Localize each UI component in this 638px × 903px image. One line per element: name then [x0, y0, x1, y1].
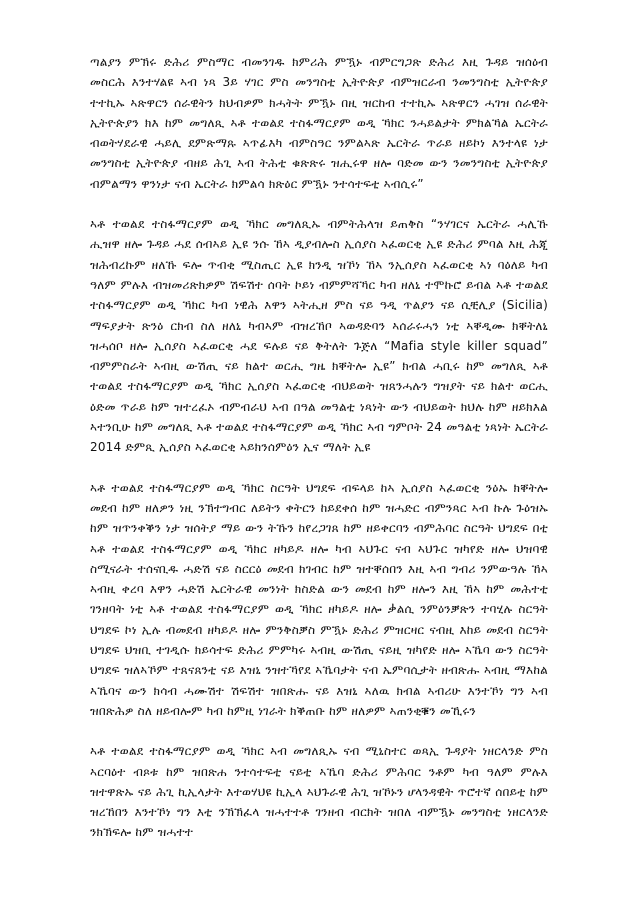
- paragraph-4: ኣቶ ተወልደ ተስፋማርያም ወዲ ኻክር ኣብ መግለጺኡ ናብ ሚኒስተር ወጻኢ ጉዳያት ነዘርላንድ ምስ ኣርባዕተ ብጾቱ ከም ዝበጽሐ ንተሳተፍቲ ናይቲ ኣኼባ ድሕሪ ምሕባር ንቶም ካብ ዓለም ምሉእ ዝተዋጽኡ ናይ ሕጊ ኪኢላታት እተወሃህዩ ኪኢላ ኣህጉራዊ ሕጊ ዝኾኑን ሆላንዳዊት ጥሮተኛ ሰበይቲ ከም ዝረኸበን እንተኾነ ግን እቲ ንኽኽፈላ ዝሓተተቶ ገንዘብ ብርክት ዝበለ ብምዃኑ መንግስቲ ነዘርላንድ ንክኽፍሎ ከም ዝሓተተ: [90, 744, 548, 840]
- document-page: [90, 52, 548, 863]
- paragraph-3: ኣቶ ተወልደ ተስፋማርያም ወዲ ኻክር ስርዓት ህግደፍ ብፍላይ ከኣ ኢሰያስ ኣፈወርቂ ንዕኡ ክቐትሎ መደብ ከም ዘለዎን ነዚ ንኽተግብር ለይትን ቀትርን ከይደቀሰ ከም ዝሓድር ብምንጻር ኣብ ኩሉ ጉዕዝኡ ከም ዝጥንቀቕን ነታ ዝሰትያ ማይ ውን ትኹን ከየረጋገጸ ከም ዘይቀርባን ብምሕባር ስርዓት ህግደፍ በቲ ኣቶ ተወልደ ተስፋማርያም ወዲ ኻክር ዘካይዶ ዘሎ ካብ ኣህጉር ናብ ኣህጉር ዝካየድ ዘሎ ህዝባዊ ስሚናራት ተሰናቢዱ ሓድሽ ናይ ስርርዕ መደብ ክገብር ከም ዝተቐሰበን እዚ ኣብ ግብሪ ንምውዓሉ ኸኣ ኣብዚ ቀረባ እዋን ሓድሽ ኤርትራዊ መንነት ክስድል ውን መደብ ከም ዘሎን እዚ ኸኣ ከም መሕተቲ ገንዘባት ነቲ ኣቶ ተወልደ ተስፋማርያም ወዲ ኻክር ዘካይዶ ዘሎ ቃልሲ ንምዕንቓጽን ተባሂሉ ስርዓት ህግደፍ ኮነ ኢሉ ብመደብ ዘካይዶ ዘሎ ምንቅስቓስ ምዃኑ ድሕሪ ምዝርዛር ናብዚ እከይ መደብ ስርዓት ህግደፍ ህዝቢ ተገዲሱ ክይሳተፍ ድሕሪ ምምካሩ ኣብዚ ውሽጢ ናይዚ ዝካየድ ዘሎ ኣኼባ ውን ስርዓት ህግደፍ ዝለኣኾም ተጸናጸንቲ ናይ እዝኒ ንዝተኻየደ ኣኼባታት ናብ ኤምባሲታት ዘብጽሑ ኣብዚ ማእከል ኣኼባና ውን ክሳብ ሓሙሽተ ሽፍሽተ ዝበጽሑ ናይ እዝኒ ኣለዉ ክብል ኣብሪሁ እንተኾነ ግን ኣብ ዝበጽሕዎ ስለ ዘይብሎም ካብ ከምዚ ነገራት ክቕጠቡ ከም ዘለዎም ኣጠንቂቑን መኺሩን: [90, 480, 548, 718]
- paragraph-2: ኣቶ ተወልደ ተስፋማርያም ወዲ ኻክር መግለጺኡ ብምትሕላዝ ይጠቅስ “ንሃገርና ኤርትራ ሓሊኹ ሒዝዋ ዘሎ ጉዳይ ሓደ ሰብኣይ ኢዩ ንሱ ኸኣ ዲያብሎስ ኢሰያስ ኣፈወርቂ ኢዩ ድሕሪ ምባል እዚ ሕጂ ዝሕብረኩም ዘለኹ ፍሎ ጥብቂ ሚስጢር ኢዩ ክንዲ ዝኾነ ኸኣ ንኢሰያስ ኣፈወርቂ ኣነ ባዕለይ ካብ ዓለም ምሉእ ብዝመሪጽክዎም ሽፍሽተ ሰባት ኮይነ ብምምሻኻር ካብ ዘለኒ ተሞኩሮ ይብል ኣቶ ተወልደ ተስፋማርያም ወዲ ኻክር ካብ ነዊሕ እዋን ኣትሒዘ ምስ ናይ ዓዲ ጥልያን ናይ ሲቺሊያ (Sicilia) ማፍያታት ጽንዕ ርክብ ስለ ዘለኒ ካብኣም ብዝረኸቦ ኣወዳድባን ኣሰራሩሓን ነቲ ኣቐዲሙ ክቐትለኒ ዝሓሰቦ ዘሎ ኢሰያስ ኣፈወርቂ ሓደ ፍሉይ ናይ ቅትለት ጉጅለ “Mafia style killer squad” ብምምስራት ኣብዚ ውሽጢ ናይ ክልተ ወርሒ ግዜ ክቐትሎ ኢዩ” ክብል ሓቢሩ ከም መግለጺ ኣቶ ተወልደ ተስፋማርያም ወዲ ኻክር ኢሰያስ ኣፈወርቂ ብህይወት ዝጸንሓሉን ግዝያት ናይ ክልተ ወርሒ ዕድመ ጥራይ ከም ዝተረፈኦ ብምብራህ ኣብ በዓል መዓልቲ ነጻነት ውን ብህይወት ክህሉ ከም ዘይክእል ኣተንቢሁ ከም መግለጺ ኣቶ ተወልደ ተስፋማርያም ወዲ ኻክር ኣብ ግምቦት 24 መዓልቲ ነጻነት ኤርትራ 2014 ድምጺ ኢሰያስ ኣፈወርቂ ኣይክንሰምዕን ኢና ማለት ኢዩ: [90, 217, 548, 455]
- paragraph-1: ጣልያን ምኽሩ ድሕሪ ምስማር ብመንገዱ ክምሪሕ ምዃኑ ብምርግጋጽ ድሕሪ እዚ ጉዳይ ዝሰዕብ መስርሕ እንተሃልዩ ኣብ ነጻ 3ይ ሃገር ምስ መንግስቲ ኢትዮጵያ ብምዝርራብ ንመንግስቲ ኢትዮጵያ ተተኪኡ ኣጽዋርን ሰራዊትን ክህብዎም ክሓትት ምዃኑ በዚ ዝርከብ ተተኪኡ ኣጽዋርን ሓገዝ ሰራዊት ኢትዮጵያን ክእ ከም መግለጺ ኣቶ ተወልደ ተስፋማርያም ወዲ ኻክር ንሓይልታት ምክልኻል ኤርትራ ብወትሃደራዊ ሓይሊ ደምጽማጹ ኣጥፊእካ ብምስዓር ንምልኣጽ ኤርትራ ጥራይ ዘይኮነ እንተላዩ ነታ መንግስቲ ኢትዮጵያ ብዘይ ሕጊ ኣብ ትሕቲ ቁጽጽሩ ዝሒሩዋ ዘሎ ባድመ ውን ንመንግስቲ ኢትዮጵያ ብምልማን ዋንነታ ናብ ኤርትራ ክምልሳ ክጽዕር ምዃኑ ንተሳተፍቲ ኣብሲሩ”: [90, 55, 548, 191]
